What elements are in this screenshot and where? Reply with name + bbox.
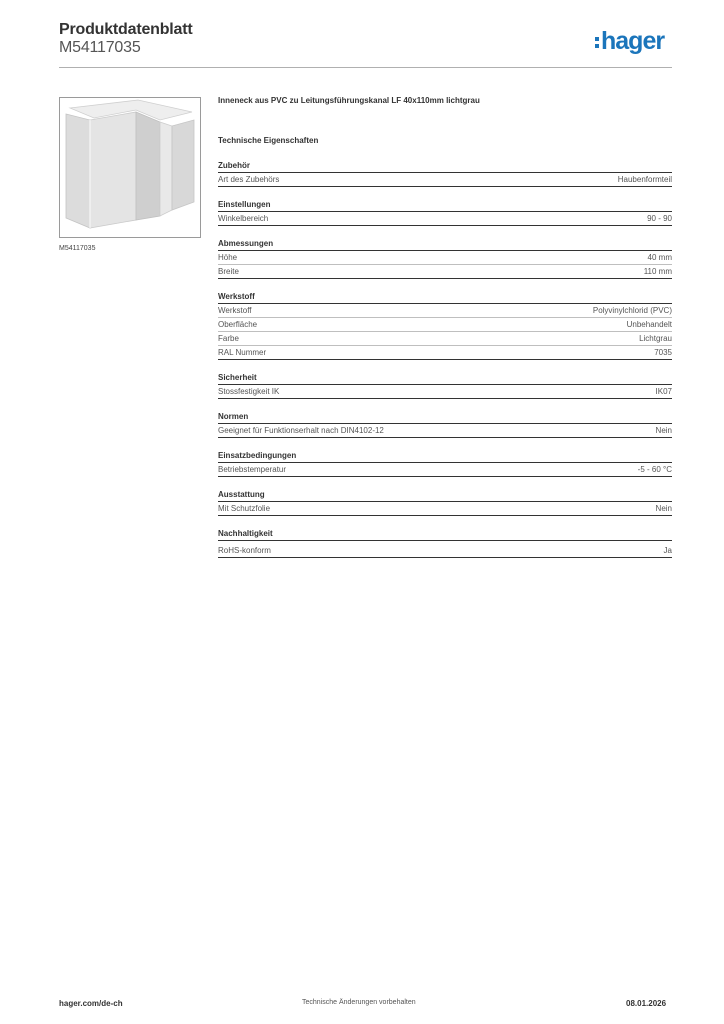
- section-title: Sicherheit: [218, 373, 672, 385]
- spec-value: IK07: [655, 387, 672, 396]
- spec-value: 40 mm: [647, 253, 672, 262]
- product-number: M54117035: [59, 39, 141, 56]
- spec-label: Art des Zubehörs: [218, 175, 280, 184]
- spec-section: [218, 200, 672, 226]
- inner-corner-icon: [60, 98, 200, 237]
- section-title: Ausstattung: [218, 490, 672, 502]
- footer-website: hager.com/de-ch: [59, 999, 123, 1008]
- document-title: Produktdatenblatt: [59, 21, 193, 38]
- section-rows: [218, 385, 672, 399]
- spec-row: [218, 318, 672, 332]
- product-details: [218, 96, 672, 558]
- image-caption: M54117035: [59, 245, 96, 252]
- spec-row: [218, 265, 672, 279]
- spec-value: Haubenformteil: [617, 175, 672, 184]
- spec-row: [218, 463, 672, 477]
- product-description: Inneneck aus PVC zu Leitungsführungskanal LF 40x110mm lichtgrau: [218, 96, 480, 105]
- spec-row: [218, 212, 672, 226]
- product-image: [59, 97, 201, 238]
- spec-sections: [218, 161, 672, 558]
- spec-row: [218, 304, 672, 318]
- section-title: Einsatzbedingungen: [218, 451, 672, 463]
- spec-label: Oberfläche: [218, 320, 258, 329]
- footer-date: 08.01.2026: [626, 999, 667, 1008]
- section-rows: [218, 251, 672, 279]
- section-rows: [218, 173, 672, 187]
- spec-label: Mit Schutzfolie: [218, 504, 271, 513]
- spec-row: [218, 173, 672, 187]
- spec-label: Betriebstemperatur: [218, 465, 287, 474]
- spec-row: [218, 332, 672, 346]
- spec-label: Geeignet für Funktionserhalt nach DIN4102-12: [218, 426, 384, 435]
- spec-value: 7035: [654, 348, 672, 357]
- spec-row: [218, 424, 672, 438]
- section-rows: [218, 304, 672, 360]
- spec-value: 110 mm: [643, 267, 672, 276]
- spec-label: RAL Nummer: [218, 348, 267, 357]
- spec-section: [218, 451, 672, 477]
- section-rows: [218, 212, 672, 226]
- spec-section: [218, 239, 672, 279]
- spec-section: [218, 529, 672, 558]
- spec-value: Unbehandelt: [626, 320, 672, 329]
- spec-label: Höhe: [218, 253, 238, 262]
- spec-value: Nein: [655, 426, 672, 435]
- header-divider: [59, 67, 672, 68]
- logo-text: hager: [601, 27, 665, 55]
- section-title: Nachhaltigkeit: [218, 529, 672, 541]
- section-title: Abmessungen: [218, 239, 672, 251]
- spec-value: Ja: [663, 546, 672, 555]
- spec-value: Nein: [655, 504, 672, 513]
- section-title: Normen: [218, 412, 672, 424]
- logo-dots-icon: [595, 37, 599, 48]
- spec-row: [218, 544, 672, 558]
- spec-label: Werkstoff: [218, 306, 252, 315]
- spec-value: Polyvinylchlorid (PVC): [592, 306, 672, 315]
- section-title: Zubehör: [218, 161, 672, 173]
- spec-row: [218, 251, 672, 265]
- hager-logo: [595, 28, 664, 54]
- section-rows: [218, 544, 672, 558]
- spec-row: [218, 502, 672, 516]
- spec-label: Winkelbereich: [218, 214, 269, 223]
- section-title: Werkstoff: [218, 292, 672, 304]
- spec-label: Breite: [218, 267, 239, 276]
- spec-row: [218, 346, 672, 360]
- spec-label: Stossfestigkeit IK: [218, 387, 280, 396]
- section-rows: [218, 424, 672, 438]
- section-rows: [218, 463, 672, 477]
- spec-value: 90 - 90: [647, 214, 672, 223]
- spec-label: RoHS-konform: [218, 546, 271, 555]
- section-title: Einstellungen: [218, 200, 672, 212]
- spec-value: -5 - 60 °C: [637, 465, 672, 474]
- spec-label: Farbe: [218, 334, 239, 343]
- technical-properties-heading: Technische Eigenschaften: [218, 136, 319, 145]
- spec-value: Lichtgrau: [639, 334, 672, 343]
- spec-section: [218, 412, 672, 438]
- section-rows: [218, 502, 672, 516]
- footer-notice: Technische Änderungen vorbehalten: [302, 999, 416, 1006]
- spec-section: [218, 373, 672, 399]
- spec-row: [218, 385, 672, 399]
- spec-section: [218, 161, 672, 187]
- spec-section: [218, 292, 672, 360]
- spec-section: [218, 490, 672, 516]
